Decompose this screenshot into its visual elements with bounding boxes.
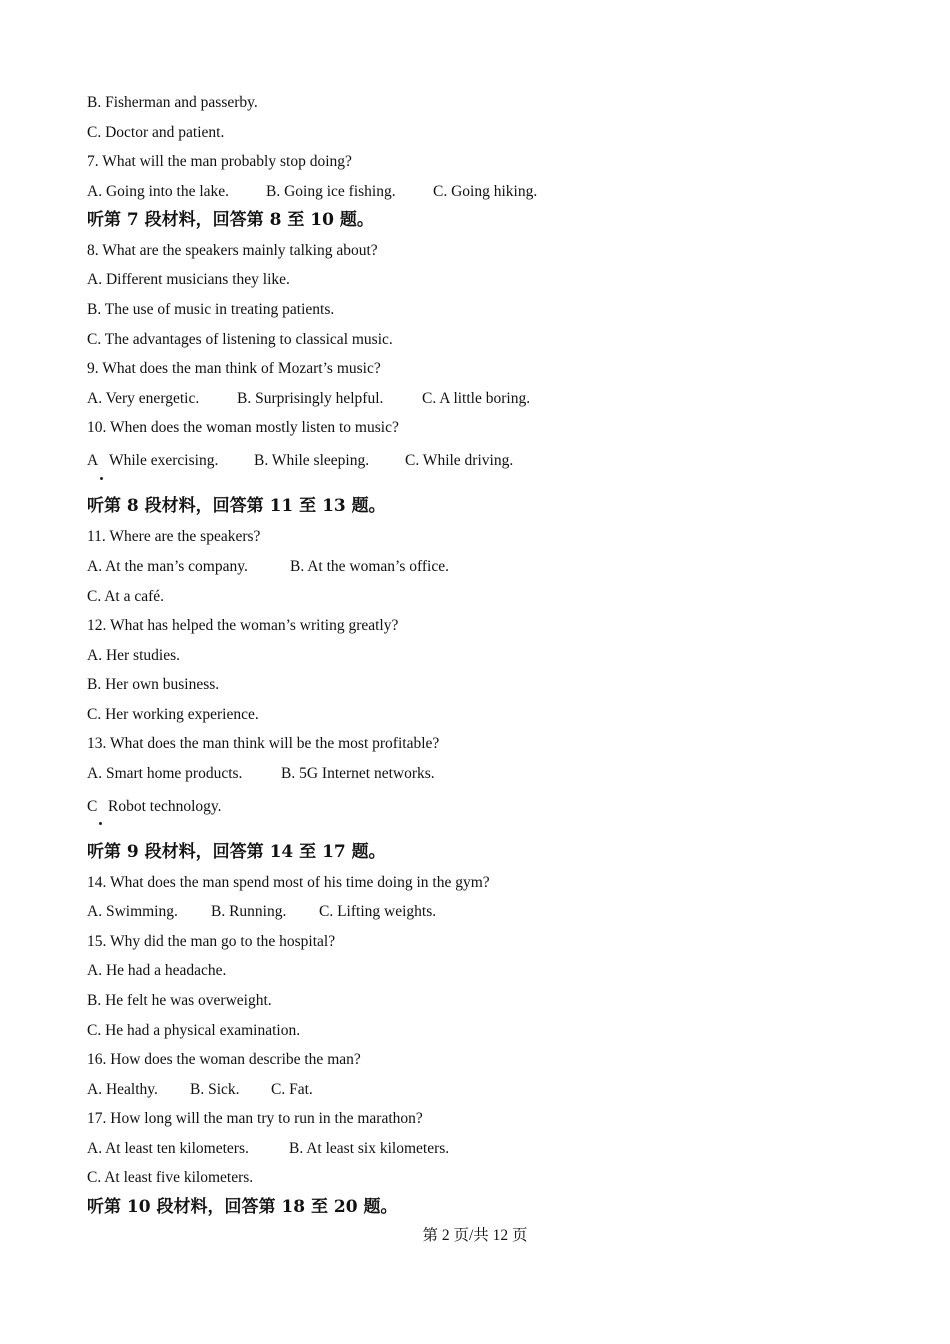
- option-c-letter: C: [87, 798, 98, 815]
- dot-mark: [100, 477, 103, 480]
- option-line: C. At least five kilometers.: [87, 1169, 254, 1186]
- option-a: A. Healthy.: [87, 1081, 158, 1098]
- section-heading: 听第 9 段材料，回答第 14 至 17 题。: [87, 842, 386, 862]
- option-b: B. At least six kilometers.: [289, 1140, 450, 1157]
- option-line: B. Her own business.: [87, 676, 220, 693]
- question-line: 12. What has helped the woman’s writing greatly?: [87, 617, 399, 634]
- option-line: A. He had a headache.: [87, 962, 227, 979]
- option-a: While exercising.: [109, 452, 219, 469]
- option-line: A. Different musicians they like.: [87, 271, 290, 288]
- question-line: 14. What does the man spend most of his time doing in the gym?: [87, 874, 490, 891]
- option-b: B. While sleeping.: [254, 452, 370, 469]
- dot-mark: [99, 822, 102, 825]
- option-a: A. Smart home products.: [87, 765, 243, 782]
- option-b: B. Going ice fishing.: [266, 183, 396, 200]
- option-b: B. Surprisingly helpful.: [237, 390, 384, 407]
- page-footer: [0, 1226, 950, 1246]
- option-a: A. Swimming.: [87, 903, 178, 920]
- option-line: B. The use of music in treating patients.: [87, 301, 335, 318]
- option-line: C. The advantages of listening to classical music.: [87, 331, 393, 348]
- section-heading: 听第 7 段材料，回答第 8 至 10 题。: [87, 210, 374, 230]
- question-line: 17. How long will the man try to run in the marathon?: [87, 1110, 423, 1127]
- question-line: 16. How does the woman describe the man?: [87, 1051, 361, 1068]
- option-c: C. Fat.: [271, 1081, 313, 1098]
- option-b: B. 5G Internet networks.: [281, 765, 435, 782]
- option-line: C. Her working experience.: [87, 706, 259, 723]
- section-heading: 听第 8 段材料，回答第 11 至 13 题。: [87, 496, 386, 516]
- question-line: 9. What does the man think of Mozart’s music?: [87, 360, 381, 377]
- option-b: B. Running.: [211, 903, 287, 920]
- question-line: 13. What does the man think will be the most profitable?: [87, 735, 440, 752]
- option-c: C. While driving.: [405, 452, 514, 469]
- question-line: 8. What are the speakers mainly talking about?: [87, 242, 378, 259]
- option-b: B. At the woman’s office.: [290, 558, 449, 575]
- section-heading: 听第 10 段材料，回答第 18 至 20 题。: [87, 1197, 398, 1217]
- option-c: C. Going hiking.: [433, 183, 538, 200]
- option-c: Robot technology.: [108, 798, 222, 815]
- option-line: A. Her studies.: [87, 647, 180, 664]
- page-number: 第 2 页/共 12 页: [422, 1227, 528, 1244]
- option-b: B. Sick.: [190, 1081, 240, 1098]
- option-line: C. At a café.: [87, 588, 165, 605]
- option-a: A. Going into the lake.: [87, 183, 230, 200]
- question-line: 10. When does the woman mostly listen to music?: [87, 419, 399, 436]
- question-line: 15. Why did the man go to the hospital?: [87, 933, 336, 950]
- option-c: C. A little boring.: [422, 390, 531, 407]
- option-line: B. He felt he was overweight.: [87, 992, 272, 1009]
- option-a: A. At least ten kilometers.: [87, 1140, 249, 1157]
- option-c: C. Lifting weights.: [319, 903, 437, 920]
- option-a-letter: A: [87, 452, 99, 469]
- question-line: 7. What will the man probably stop doing?: [87, 153, 352, 170]
- option-line: B. Fisherman and passerby.: [87, 94, 258, 111]
- option-line: C. Doctor and patient.: [87, 124, 225, 141]
- option-a: A. Very energetic.: [87, 390, 200, 407]
- option-line: C. He had a physical examination.: [87, 1022, 301, 1039]
- question-line: 11. Where are the speakers?: [87, 528, 261, 545]
- option-a: A. At the man’s company.: [87, 558, 248, 575]
